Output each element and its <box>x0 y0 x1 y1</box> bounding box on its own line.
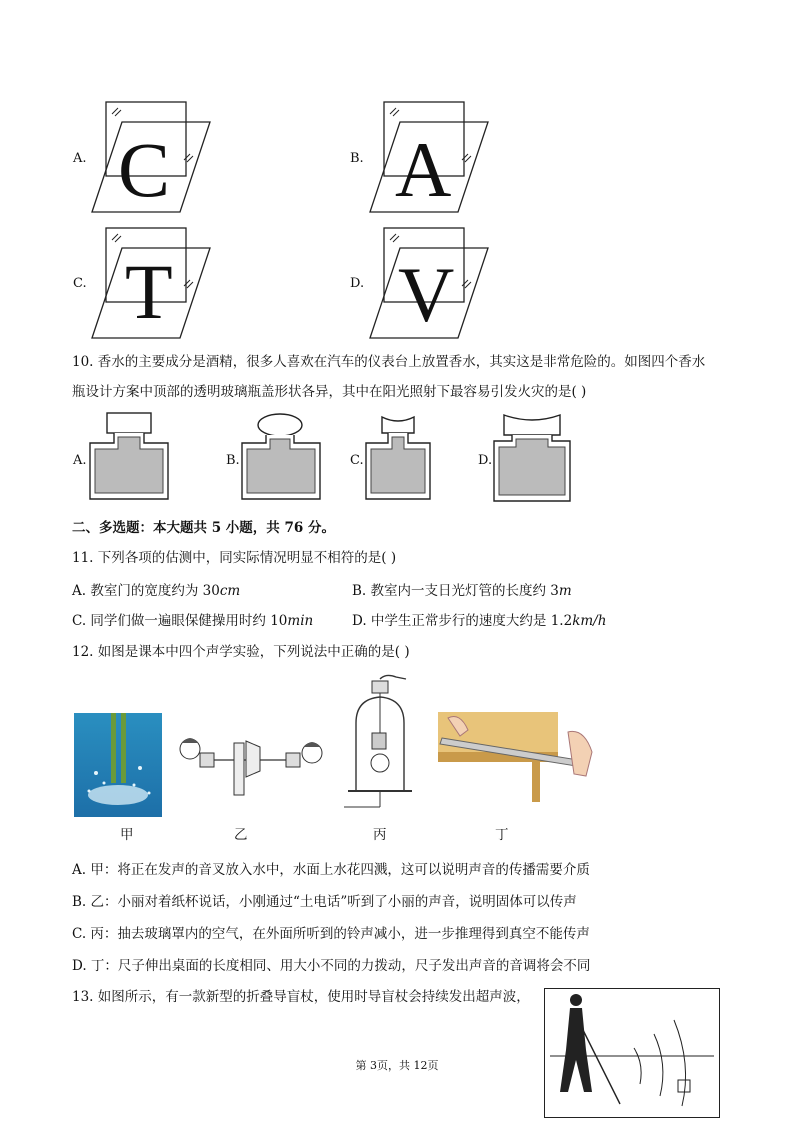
option-text: A. 教室门的宽度约为 30 <box>72 583 220 599</box>
mirror-letter: A <box>395 126 452 213</box>
section-heading: 二、多选题：本大题共 5 小题，共 76 分。 <box>72 520 335 536</box>
option-label: C. <box>350 453 364 468</box>
caption-bing: 丙 <box>373 827 387 843</box>
mirror-letter: C <box>118 126 171 213</box>
option-text: B. 教室内一支日光灯管的长度约 3 <box>352 583 559 599</box>
option-label: A. <box>73 151 87 166</box>
q11-option-b <box>352 582 572 600</box>
option-label: C. <box>73 276 87 291</box>
page-footer: 第 3页，共 12页 <box>355 1059 439 1072</box>
q11-option-c <box>72 612 313 630</box>
option-unit: min <box>287 613 314 629</box>
q10-stem-line1: 10. 香水的主要成分是酒精，很多人喜欢在汽车的仪表台上放置香水，其实这是非常危险的。如图四个香水 <box>72 354 706 370</box>
q11-stem: 11. 下列各项的估测中，同实际情况明显不相符的是( ) <box>72 550 397 566</box>
ruler-table-photo <box>438 712 604 802</box>
bell-jar-vacuum-diagram <box>342 673 420 815</box>
bottle-wide-concave-cap-icon <box>494 413 574 503</box>
q12-stem: 12. 如图是课本中四个声学实验，下列说法中正确的是( ) <box>72 644 410 660</box>
bottle-concave-cap-icon <box>366 413 436 501</box>
mirror-letter: T <box>125 248 173 335</box>
tuning-fork-water-image <box>74 713 162 817</box>
string-telephone-diagram <box>178 713 324 803</box>
option-text: C. 同学们做一遍眼保健操用时约 10 <box>72 613 288 629</box>
q12-option-d: D. 丁：尺子伸出桌面的长度相同、用大小不同的力拨动，尺子发出声音的音调将会不同 <box>72 958 591 974</box>
q12-option-c: C. 丙：抽去玻璃罩内的空气，在外面所听到的铃声减小，进一步推理得到真空不能传声 <box>72 926 590 942</box>
option-label: B. <box>226 453 240 468</box>
q11-option-d <box>352 612 606 630</box>
blind-cane-ultrasound-diagram <box>544 988 720 1118</box>
option-label: D. <box>350 276 365 291</box>
q12-option-b: B. 乙：小丽对着纸杯说话，小刚通过“土电话”听到了小丽的声音，说明固体可以传声 <box>72 894 577 910</box>
bottle-flat-cap-icon <box>90 413 170 501</box>
q11-option-a <box>72 582 240 600</box>
option-label: D. <box>478 453 493 468</box>
option-label: B. <box>350 151 364 166</box>
mirror-letter: V <box>398 251 455 338</box>
q13-stem: 13. 如图所示，有一款新型的折叠导盲杖，使用时导盲杖会持续发出超声波， <box>72 989 530 1005</box>
option-unit: m <box>558 583 572 599</box>
caption-ding: 丁 <box>495 827 509 843</box>
option-unit: km/h <box>572 613 607 629</box>
bottle-convex-cap-icon <box>242 413 322 501</box>
q10-stem-line2: 瓶设计方案中顶部的透明玻璃瓶盖形状各异，其中在阳光照射下最容易引发火灾的是( ) <box>72 384 587 400</box>
option-text: D. 中学生正常步行的速度大约是 1.2 <box>352 613 573 629</box>
q12-option-a: A. 甲：将正在发声的音叉放入水中，水面上水花四溅，这可以说明声音的传播需要介质 <box>72 862 590 878</box>
caption-yi: 乙 <box>234 827 248 843</box>
option-label: A. <box>73 453 87 468</box>
option-unit: cm <box>219 583 241 599</box>
caption-jia: 甲 <box>120 827 134 843</box>
